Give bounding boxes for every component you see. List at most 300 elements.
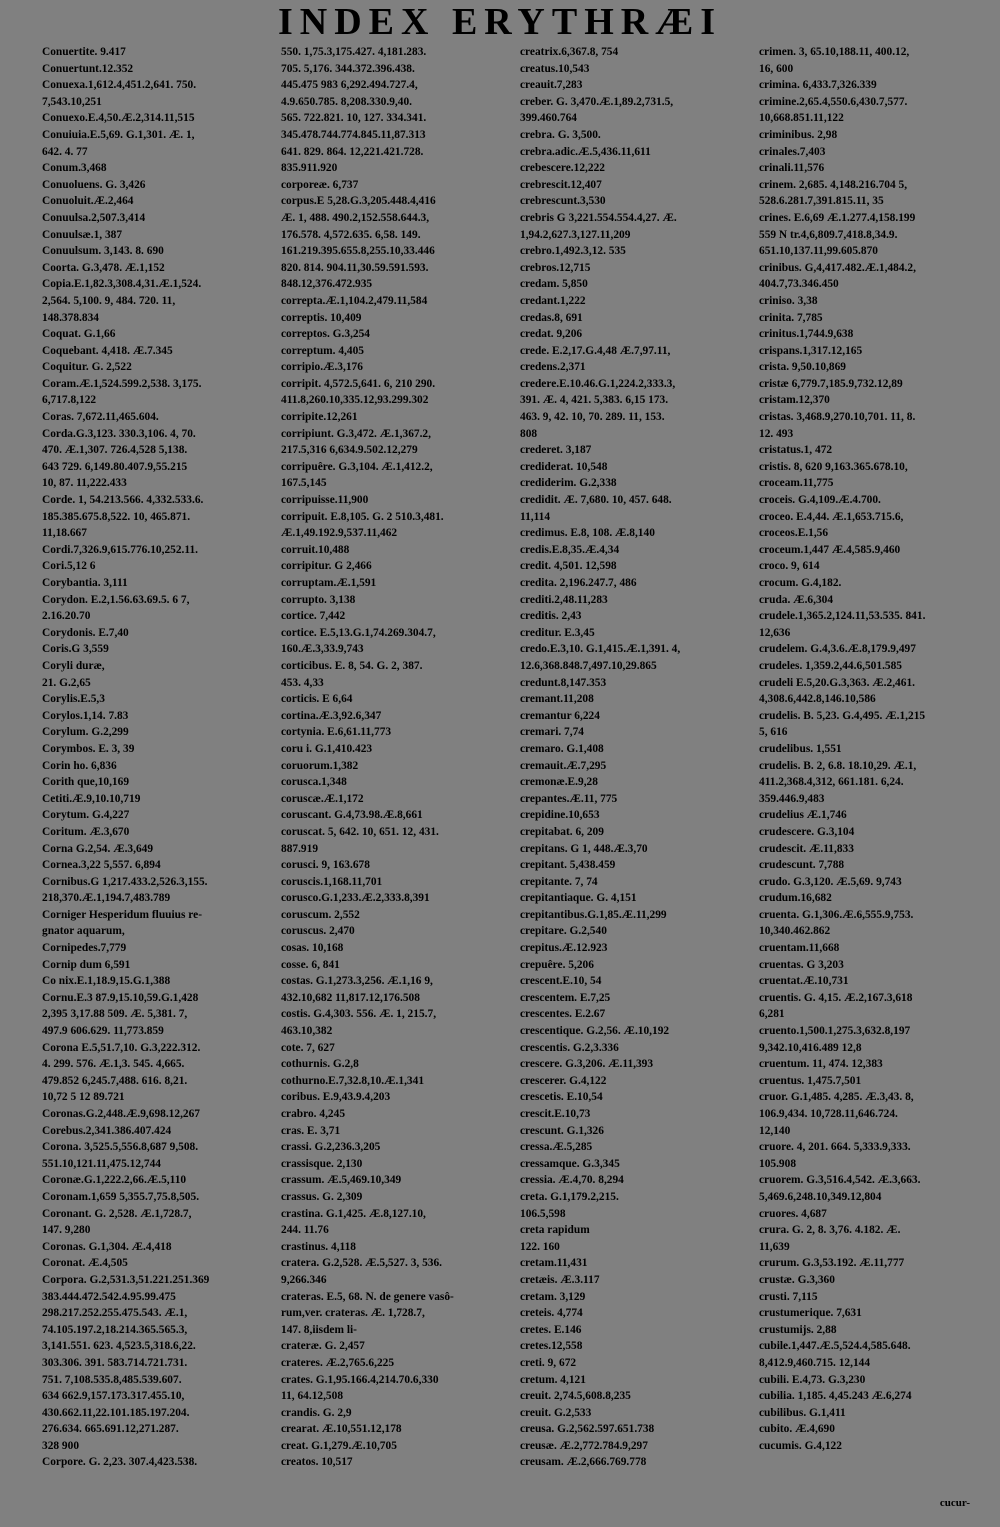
index-entry: 5,469.6,248.10,349.12,804: [759, 1190, 882, 1203]
index-entry: crateras. E.5, 68. N. de genere vasô-: [281, 1290, 454, 1303]
index-entry: crebrescit.12,407: [520, 178, 602, 191]
index-entry: 5, 616: [759, 726, 788, 739]
index-entry: cruenta. G.1,306.Æ.6,555.9,753.: [759, 908, 914, 921]
index-entry: Cetiti.Æ.9,10.10,719: [42, 792, 141, 805]
index-entry: cucumis. G.4,122: [759, 1439, 842, 1452]
index-entry: cruentas. G 3,203: [759, 958, 844, 971]
index-entry: creta rapidum: [520, 1224, 590, 1237]
index-entry: 74.105.197.2,18.214.365.565.3,: [42, 1323, 188, 1336]
index-entry: credo.E.3,10. G.1,415.Æ.1,391. 4,: [520, 643, 681, 656]
index-entry: credere.E.10.46.G.1,224.2,333.3,: [520, 377, 676, 390]
index-entry: correptis. 10,409: [281, 311, 362, 324]
index-entry: Corda.G.3,123. 330.3,106. 4, 70.: [42, 427, 196, 440]
index-entry: 463.10,382: [281, 1025, 333, 1038]
index-entry: crudelis. B. 2, 6.8. 18.10,29. Æ.1,: [759, 759, 917, 772]
index-entry: 642. 4. 77: [42, 145, 88, 158]
index-entry: 11,114: [520, 510, 551, 523]
index-entry: cretam.11,431: [520, 1257, 588, 1270]
index-entry: Corith que,10,169: [42, 776, 130, 789]
index-entry: cortice. E.5,13.G.1,74.269.304.7,: [281, 626, 436, 639]
index-entry: cras. E. 3,71: [281, 1124, 341, 1137]
index-entry: crudescere. G.3,104: [759, 825, 855, 838]
index-entry: Coronat. Æ.4,505: [42, 1257, 128, 1270]
index-entry: 7,543.10,251: [42, 95, 102, 108]
index-entry: credimus. E.8, 108. Æ.8,140: [520, 527, 655, 540]
index-entry: creteis. 4,774: [520, 1307, 583, 1320]
index-entry: 4.9.650.785. 8,208.330.9,40.: [281, 95, 412, 108]
index-entry: cressia. Æ.4,70. 8,294: [520, 1174, 624, 1187]
index-entry: Æ. 1, 488. 490.2,152.558.644.3,: [281, 211, 430, 224]
index-entry: corrupto. 3,138: [281, 593, 356, 606]
index-entry: cretæis. Æ.3.117: [520, 1273, 600, 1286]
index-entry: cubilibus. G.1,411: [759, 1406, 846, 1419]
index-entry: cremauit.Æ.7,295: [520, 759, 607, 772]
index-entry: crudeles. 1,359.2,44.6,501.585: [759, 659, 903, 672]
index-entry: crepitantibus.G.1,85.Æ.11,299: [520, 908, 667, 921]
index-entry: 176.578. 4,572.635. 6,58. 149.: [281, 228, 421, 241]
index-entry: Conuiuia.E.5,69. G.1,301. Æ. 1,: [42, 128, 195, 141]
index-entry: Coquitur. G. 2,522: [42, 361, 132, 374]
index-entry: 10, 87. 11,222.433: [42, 477, 127, 490]
index-entry: Coris.G 3,559: [42, 643, 109, 656]
index-entry: cruentis. G. 4,15. Æ.2,167.3,618: [759, 991, 913, 1004]
index-entry: 359.446.9,483: [759, 792, 825, 805]
index-entry: crassus. G. 2,309: [281, 1190, 363, 1203]
index-entry: cremari. 7,74: [520, 726, 584, 739]
index-entry: 887.919: [281, 842, 319, 855]
index-entry: crudele.1,365.2,124.11,53.535. 841.: [759, 610, 926, 623]
index-entry: correptos. G.3,254: [281, 328, 371, 341]
index-entry: crebris G 3,221.554.554.4,27. Æ.: [520, 211, 677, 224]
index-entry: cothurnis. G.2,8: [281, 1058, 359, 1071]
index-entry: crastina. G.1,425. Æ.8,127.10,: [281, 1207, 426, 1220]
index-entry: crepitante. 7, 74: [520, 875, 598, 888]
index-entry: crescerer. G.4,122: [520, 1074, 607, 1087]
index-entry: cremaro. G.1,408: [520, 742, 604, 755]
index-entry: corripio.Æ.3,176: [281, 361, 363, 374]
index-entry: creditur. E.3,45: [520, 626, 595, 639]
index-entry: cristatus.1, 472: [759, 444, 833, 457]
index-column-4: [759, 44, 988, 1521]
index-entry: Coram.Æ.1,524.599.2,538. 3,175.: [42, 377, 202, 390]
index-entry: correptum. 4,405: [281, 344, 364, 357]
index-entry: crescentis. G.2,3.336: [520, 1041, 619, 1054]
index-entry: credam. 5,850: [520, 278, 588, 291]
index-entry: crustumijs. 2,88: [759, 1323, 837, 1336]
index-entry: cruorem. G.3,516.4,542. Æ.3,663.: [759, 1174, 921, 1187]
index-entry: credat. 9,206: [520, 328, 583, 341]
index-entry: credit. 4,501. 12,598: [520, 560, 617, 573]
index-entry: cristam.12,370: [759, 394, 830, 407]
index-entry: creber. G. 3,470.Æ.1,89.2,731.5,: [520, 95, 674, 108]
index-entry: creusæ. Æ.2,772.784.9,297: [520, 1439, 648, 1452]
index-entry: creat. G.1,279.Æ.10,705: [281, 1439, 397, 1452]
index-entry: 16, 600: [759, 62, 794, 75]
index-entry: cosas. 10,168: [281, 942, 344, 955]
index-entry: 643 729. 6,149.80.407.9,55.215: [42, 460, 188, 473]
index-entry: 4. 299. 576. Æ.1,3. 545. 4,665.: [42, 1058, 185, 1071]
index-column-1: [42, 44, 271, 1521]
index-entry: 12.6,368.848.7,497.10,29.865: [520, 659, 657, 672]
index-entry: crinibus. G,4,417.482.Æ.1,484.2,: [759, 261, 916, 274]
index-entry: Coronam.1,659 5,355.7,75.8,505.: [42, 1190, 200, 1203]
index-entry: crescentique. G.2,56. Æ.10,192: [520, 1025, 670, 1038]
index-entry: 835.911.920: [281, 162, 338, 175]
index-entry: Corylum. G.2,299: [42, 726, 129, 739]
index-entry: Coronæ.G.1,222.2,66.Æ.5,110: [42, 1174, 187, 1187]
index-entry: cortina.Æ.3,92.6,347: [281, 709, 382, 722]
index-entry: crassum. Æ.5,469.10,349: [281, 1174, 402, 1187]
index-entry: corusci. 9, 163.678: [281, 859, 370, 872]
index-entry: crescentem. E.7,25: [520, 991, 611, 1004]
index-entry: 11,639: [759, 1240, 790, 1253]
index-entry: corripuêre. G.3,104. Æ.1,412.2,: [281, 460, 433, 473]
index-entry: 185.385.675.8,522. 10, 465.871.: [42, 510, 191, 523]
index-entry: cremonæ.E.9,28: [520, 776, 598, 789]
index-entry: Copia.E.1,82.3,308.4,31.Æ.1,524.: [42, 278, 202, 291]
index-entry: crescunt. G.1,326: [520, 1124, 604, 1137]
index-entry: coruscum. 2,552: [281, 908, 360, 921]
index-entry: Corin ho. 6,836: [42, 759, 117, 772]
index-entry: Conuertunt.12.352: [42, 62, 134, 75]
index-entry: 2,564. 5,100. 9, 484. 720. 11,: [42, 294, 176, 307]
index-entry: corripitur. G 2,466: [281, 560, 372, 573]
index-entry: credas.8, 691: [520, 311, 583, 324]
index-entry: crustæ. G.3,360: [759, 1273, 835, 1286]
index-entry: correpta.Æ.1,104.2,479.11,584: [281, 294, 428, 307]
index-entry: Corylos.1,14. 7.83: [42, 709, 129, 722]
index-entry: crepidine.10,653: [520, 809, 600, 822]
index-entry: 105.908: [759, 1157, 797, 1170]
index-entry: creuit. 2,74.5,608.8,235: [520, 1390, 631, 1403]
index-entry: cretam. 3,129: [520, 1290, 586, 1303]
index-entry: crinales.7,403: [759, 145, 826, 158]
index-entry: creditis. 2,43: [520, 610, 582, 623]
index-entry: crudum.16,682: [759, 892, 832, 905]
index-entry: cubile.1,447.Æ.5,524.4,585.648.: [759, 1340, 911, 1353]
index-entry: coruscæ.Æ.1,172: [281, 792, 364, 805]
index-entry: 106.9,434. 10,728.11,646.724.: [759, 1108, 898, 1120]
index-entry: coruscus. 2,470: [281, 925, 355, 938]
index-entry: 453. 4,33: [281, 676, 324, 689]
index-entry: crines. E.6,69 Æ.1.277.4,158.199: [759, 211, 916, 224]
index-entry: Cornea.3,22 5,557. 6,894: [42, 859, 161, 872]
index-entry: 751. 7,108.535.8,485.539.607.: [42, 1373, 182, 1386]
index-entry: Corybantia. 3,111: [42, 577, 128, 589]
index-entry: crastinus. 4,118: [281, 1240, 356, 1253]
index-entry: crepuêre. 5,206: [520, 958, 594, 971]
index-entry: crinem. 2,685. 4,148.216.704 5,: [759, 178, 908, 191]
index-entry: 218,370.Æ.1,194.7,483.789: [42, 892, 171, 905]
index-entry: crederet. 3,187: [520, 444, 592, 457]
index-entry: cretes.12,558: [520, 1340, 583, 1353]
index-column-3: [520, 44, 749, 1521]
index-entry: crepitantiaque. G. 4,151: [520, 892, 637, 905]
index-entry: 820. 814. 904.11,30.59.591.593.: [281, 261, 429, 274]
index-entry: creti. 9, 672: [520, 1356, 577, 1369]
index-entry: crimine.2,65.4,550.6,430.7,577.: [759, 95, 908, 108]
index-entry: Conuoluit.Æ.2,464: [42, 195, 134, 208]
index-entry: 161.219.395.655.8,255.10,33.446: [281, 245, 435, 258]
index-entry: 479.852 6,245.7,488. 616. 8,21.: [42, 1074, 188, 1087]
index-entry: cortynia. E.6,61.11,773: [281, 726, 392, 739]
index-entry: Corpore. G. 2,23. 307.4,423.538.: [42, 1456, 198, 1469]
index-entry: 345.478.744.774.845.11,87.313: [281, 128, 426, 141]
index-entry: Conuulsæ.1, 387: [42, 228, 123, 241]
index-entry: crediderim. G.2,338: [520, 477, 617, 490]
index-entry: corticis. E 6,64: [281, 693, 353, 706]
index-entry: 106.5,598: [520, 1207, 566, 1220]
index-entry: credis.E.8,35.Æ.4,34: [520, 543, 620, 556]
index-entry: corticibus. E. 8, 54. G. 2, 387.: [281, 659, 423, 672]
index-entry: 497.9 606.629. 11,773.859: [42, 1025, 164, 1038]
index-entry: crescetis. E.10,54: [520, 1091, 603, 1104]
index-entry: crescere. G.3,206. Æ.11,393: [520, 1058, 654, 1071]
index-entry: creauit.7,283: [520, 79, 583, 92]
index-entry: coribus. E.9,43.9.4,203: [281, 1091, 391, 1104]
index-entry: crepitans. G 1, 448.Æ.3,70: [520, 842, 648, 855]
index-entry: cruores. 4,687: [759, 1207, 827, 1220]
index-entry: corripit. 4,572.5,641. 6, 210 290.: [281, 377, 436, 390]
index-entry: 411.8,260.10,335.12,93.299.302: [281, 394, 429, 407]
index-entry: creusam. Æ.2,666.769.778: [520, 1456, 647, 1469]
index-column-2: [281, 44, 510, 1521]
index-entry: crimina. 6,433.7,326.339: [759, 79, 877, 92]
index-entry: Conuexa.1,612.4,451.2,641. 750.: [42, 79, 197, 92]
index-entry: Corona. 3,525.5,556.8,687 9,508.: [42, 1141, 199, 1154]
index-entry: costis. G.4,303. 556. Æ. 1, 215.7,: [281, 1008, 437, 1021]
index-entry: croceis. G.4,109.Æ.4.700.: [759, 494, 881, 507]
index-entry: Conuexo.E.4,50.Æ.2,314.11,515: [42, 112, 195, 125]
index-entry: croco. 9, 614: [759, 560, 820, 573]
index-entry: cremant.11,208: [520, 693, 594, 706]
index-entry: crimen. 3, 65.10,188.11, 400.12,: [759, 46, 910, 58]
index-entry: creatus.10,543: [520, 62, 590, 75]
index-entry: cruor. G.1,485. 4,285. Æ.3,43. 8,: [759, 1091, 914, 1104]
index-entry: Conuulsum. 3,143. 8. 690: [42, 245, 164, 258]
index-entry: Cornibus.G 1,217.433.2,526.3,155.: [42, 875, 208, 888]
index-entry: 167.5,145: [281, 477, 327, 490]
index-entry: 12,636: [759, 626, 791, 639]
index-entry: Conuertite. 9.417: [42, 46, 126, 58]
index-entry: Corniger Hesperidum fluuius re-: [42, 908, 202, 921]
index-entry: crescent.E.10, 54: [520, 975, 602, 988]
index-entry: coruscat. 5, 642. 10, 651. 12, 431.: [281, 825, 439, 838]
index-entry: 10,72 5 12 89.721: [42, 1091, 125, 1104]
index-entry: 705. 5,176. 344.372.396.438.: [281, 62, 415, 75]
index-entry: crista. 9,50.10,869: [759, 361, 846, 374]
index-entry: crudelius Æ.1,746: [759, 809, 847, 822]
index-entry: crepitus.Æ.12.923: [520, 942, 608, 955]
index-entry: 404.7,73.346.450: [759, 278, 839, 291]
index-entry: credens.2,371: [520, 361, 586, 374]
index-entry: 551.10,121.11,475.12,744: [42, 1157, 161, 1170]
index-entry: 10,668.851.11,122: [759, 112, 844, 125]
index-entry: 147. 8,iisdem li-: [281, 1323, 357, 1336]
index-entry: crurum. G.3,53.192. Æ.11,777: [759, 1257, 905, 1270]
index-entry: Coquebant. 4,418. Æ.7.345: [42, 344, 173, 357]
index-entry: 463. 9, 42. 10, 70. 289. 11, 153.: [520, 411, 665, 424]
index-entry: crispans.1,317.12,165: [759, 344, 863, 357]
index-entry: cruentat.Æ.10,731: [759, 975, 849, 988]
index-entry: cubito. Æ.4,690: [759, 1423, 835, 1436]
index-entry: Corna G.2,54. Æ.3,649: [42, 842, 154, 855]
index-entry: cressa.Æ.5,285: [520, 1141, 593, 1154]
index-entry: cosse. 6, 841: [281, 958, 340, 971]
index-entry: gnator aquarum,: [42, 925, 125, 938]
page-title: INDEX ERYTHRÆI: [278, 1, 722, 43]
index-entry: crede. E.2,17.G.4,48 Æ.7,97.11,: [520, 344, 671, 357]
index-entry: Conum.3,468: [42, 162, 107, 175]
index-entry: criminibus. 2,98: [759, 128, 838, 141]
index-entry: crepitare. G.2,540: [520, 925, 607, 938]
index-entry: 6,281: [759, 1008, 785, 1021]
index-entry: corruit.10,488: [281, 543, 350, 556]
index-entry: crudescunt. 7,788: [759, 859, 845, 872]
index-entry: cruentam.11,668: [759, 942, 840, 955]
index-entry: corripite.12,261: [281, 411, 358, 424]
index-entry: Coritum. Æ.3,670: [42, 825, 130, 838]
index-entry: crebescere.12,222: [520, 162, 605, 175]
index-entry: Coras. 7,672.11,465.604.: [42, 411, 159, 424]
index-entry: crebros.12,715: [520, 261, 591, 274]
index-entry: Conuoluens. G. 3,426: [42, 178, 146, 191]
index-entry: cretum. 4,121: [520, 1373, 586, 1386]
index-entry: 3,141.551. 623. 4,523.5,318.6,22.: [42, 1340, 196, 1353]
index-entry: crescit.E.10,73: [520, 1108, 591, 1120]
index-entry: crescentes. E.2.67: [520, 1008, 606, 1021]
index-entry: creuit. G.2,533: [520, 1406, 592, 1419]
index-entry: 21. G.2,65: [42, 676, 91, 689]
index-entry: crandis. G. 2,9: [281, 1406, 352, 1419]
index-entry: cruentum. 11, 474. 12,383: [759, 1058, 883, 1071]
index-entry: 6,717.8,122: [42, 394, 97, 407]
index-entry: creta. G.1,179.2,215.: [520, 1190, 619, 1203]
index-entry: 276.634. 665.691.12,271.287.: [42, 1423, 179, 1436]
index-entry: Coquat. G.1,66: [42, 328, 116, 341]
index-entry: crateres. Æ.2,765.6,225: [281, 1356, 395, 1369]
index-entry: 445.475 983 6,292.494.727.4,: [281, 79, 418, 92]
index-entry: 411.2,368.4,312, 661.181. 6,24.: [759, 776, 904, 789]
index-entry: 470. Æ.1,307. 726.4,528 5,138.: [42, 444, 188, 457]
index-entry: Co nix.E.1,18.9,15.G.1,388: [42, 975, 171, 988]
index-entry: Cornu.E.3 87.9,15.10,59.G.1,428: [42, 991, 199, 1004]
index-entry: criniso. 3,38: [759, 294, 818, 307]
index-entry: rum,ver. crateras. Æ. 1,728.7,: [281, 1307, 425, 1320]
index-entry: crinali.11,576: [759, 162, 825, 175]
catchword: cucur-: [939, 1497, 970, 1509]
index-entry: crudelibus. 1,551: [759, 742, 842, 755]
index-entry: Corytum. G.4,227: [42, 809, 130, 822]
index-entry: 808: [520, 427, 538, 440]
index-entry: crabro. 4,245: [281, 1108, 346, 1120]
index-entry: costas. G.1,273.3,256. Æ.1,16 9,: [281, 975, 433, 988]
index-entry: 2.16.20.70: [42, 610, 91, 623]
index-entry: Cordi.7,326.9,615.776.10,252.11.: [42, 543, 198, 556]
index-entry: 11, 64.12,508: [281, 1390, 344, 1403]
index-entry: cressamque. G.3,345: [520, 1157, 620, 1170]
index-entry: cretes. E.146: [520, 1323, 582, 1336]
index-entry: Corydonis. E.7,40: [42, 626, 129, 639]
index-entry: 430.662.11,22.101.185.197.204.: [42, 1406, 190, 1419]
index-entry: 8,412.9,460.715. 12,144: [759, 1356, 871, 1369]
index-entry: coru i. G.1,410.423: [281, 742, 373, 755]
index-entry: 298.217.252.255.475.543. Æ.1,: [42, 1307, 188, 1320]
index-entry: corripuisse.11,900: [281, 494, 369, 507]
index-entry: Corpora. G.2,531.3,51.221.251.369: [42, 1273, 210, 1286]
index-entry: credunt.8,147.353: [520, 676, 607, 689]
index-entry: Corebus.2,341.386.407.424: [42, 1124, 172, 1137]
index-entry: corpus.E 5,28.G.3,205.448.4,416: [281, 195, 436, 208]
index-entry: crudescit. Æ.11,833: [759, 842, 854, 855]
index-columns: [42, 44, 988, 1521]
index-entry: crassi. G.2,236.3,205: [281, 1141, 381, 1154]
index-entry: credant.1,222: [520, 294, 586, 307]
index-entry: cortice. 7,442: [281, 610, 346, 623]
index-entry: 634 662.9,157.173.317.455.10,: [42, 1390, 185, 1403]
index-entry: 528.6.281.7,391.815.11, 35: [759, 195, 884, 208]
index-entry: creatrix.6,367.8, 754: [520, 46, 619, 58]
index-entry: cristis. 8, 620 9,163.365.678.10,: [759, 460, 908, 473]
index-entry: crateræ. G. 2,457: [281, 1340, 365, 1353]
index-entry: crudelem. G.4,3.6.Æ.8,179.9,497: [759, 643, 916, 656]
index-entry: 550. 1,75.3,175.427. 4,181.283.: [281, 46, 427, 58]
index-entry: corusca.1,348: [281, 776, 347, 789]
index-entry: crinitus.1,744.9,638: [759, 328, 854, 341]
index-entry: 1,94.2,627.3,127.11,209: [520, 228, 631, 241]
index-entry: cruda. Æ.6,304: [759, 593, 834, 606]
index-entry: Corydon. E.2,1.56.63.69.5. 6 7,: [42, 593, 190, 606]
index-entry: cremantur 6,224: [520, 709, 600, 722]
index-entry: crepantes.Æ.11, 775: [520, 792, 618, 805]
index-entry: 399.460.764: [520, 112, 577, 125]
index-entry: corripuit. E.8,105. G. 2 510.3,481.: [281, 510, 444, 523]
index-entry: Corymbos. E. 3, 39: [42, 742, 135, 755]
index-entry: corripiunt. G.3,472. Æ.1,367.2,: [281, 427, 431, 440]
index-entry: crates. G.1,95.166.4,214.70.6,330: [281, 1373, 439, 1386]
index-entry: cubili. E.4,73. G.3,230: [759, 1373, 866, 1386]
index-entry: 2,395 3,17.88 509. Æ. 5,381. 7,: [42, 1008, 188, 1021]
index-entry: credita. 2,196.247.7, 486: [520, 577, 637, 589]
index-entry: crebro.1,492.3,12. 535: [520, 245, 626, 258]
index-entry: cristas. 3,468.9,270.10,701. 11, 8.: [759, 411, 916, 424]
index-entry: crinita. 7,785: [759, 311, 823, 324]
index-entry: coruorum.1,382: [281, 759, 359, 772]
index-entry: 432.10,682 11,817.12,176.508: [281, 991, 420, 1004]
index-entry: 122. 160: [520, 1240, 560, 1253]
index-entry: Cornipedes.7,779: [42, 942, 127, 955]
index-entry: crura. G. 2, 8. 3,76. 4.182. Æ.: [759, 1224, 901, 1237]
index-entry: croceum.1,447 Æ.4,585.9,460: [759, 543, 901, 556]
index-entry: crassisque. 2,130: [281, 1157, 363, 1170]
index-entry: crebra.adic.Æ.5,436.11,611: [520, 145, 651, 158]
index-entry: coruscant. G.4,73.98.Æ.8,661: [281, 809, 423, 822]
index-entry: Coryli duræ,: [42, 659, 105, 672]
index-entry: corusco.G.1,233.Æ.2,333.8,391: [281, 892, 430, 905]
index-entry: Conuulsa.2,507.3,414: [42, 211, 146, 224]
index-entry: corruptam.Æ.1,591: [281, 577, 377, 589]
index-entry: 10,340.462.862: [759, 925, 831, 938]
index-entry: creusa. G.2,562.597.651.738: [520, 1423, 655, 1436]
index-entry: 11,18.667: [42, 527, 87, 540]
index-entry: crudo. G.3,120. Æ.5,69. 9,743: [759, 875, 902, 888]
index-entry: corporeæ. 6,737: [281, 178, 359, 191]
index-entry: Corylis.E.5,3: [42, 693, 105, 706]
index-entry: Coronas. G.1,304. Æ.4,418: [42, 1240, 172, 1253]
index-entry: 244. 11.76: [281, 1224, 329, 1237]
index-entry: crocum. G.4,182.: [759, 577, 842, 589]
index-entry: crebra. G. 3,500.: [520, 128, 601, 141]
